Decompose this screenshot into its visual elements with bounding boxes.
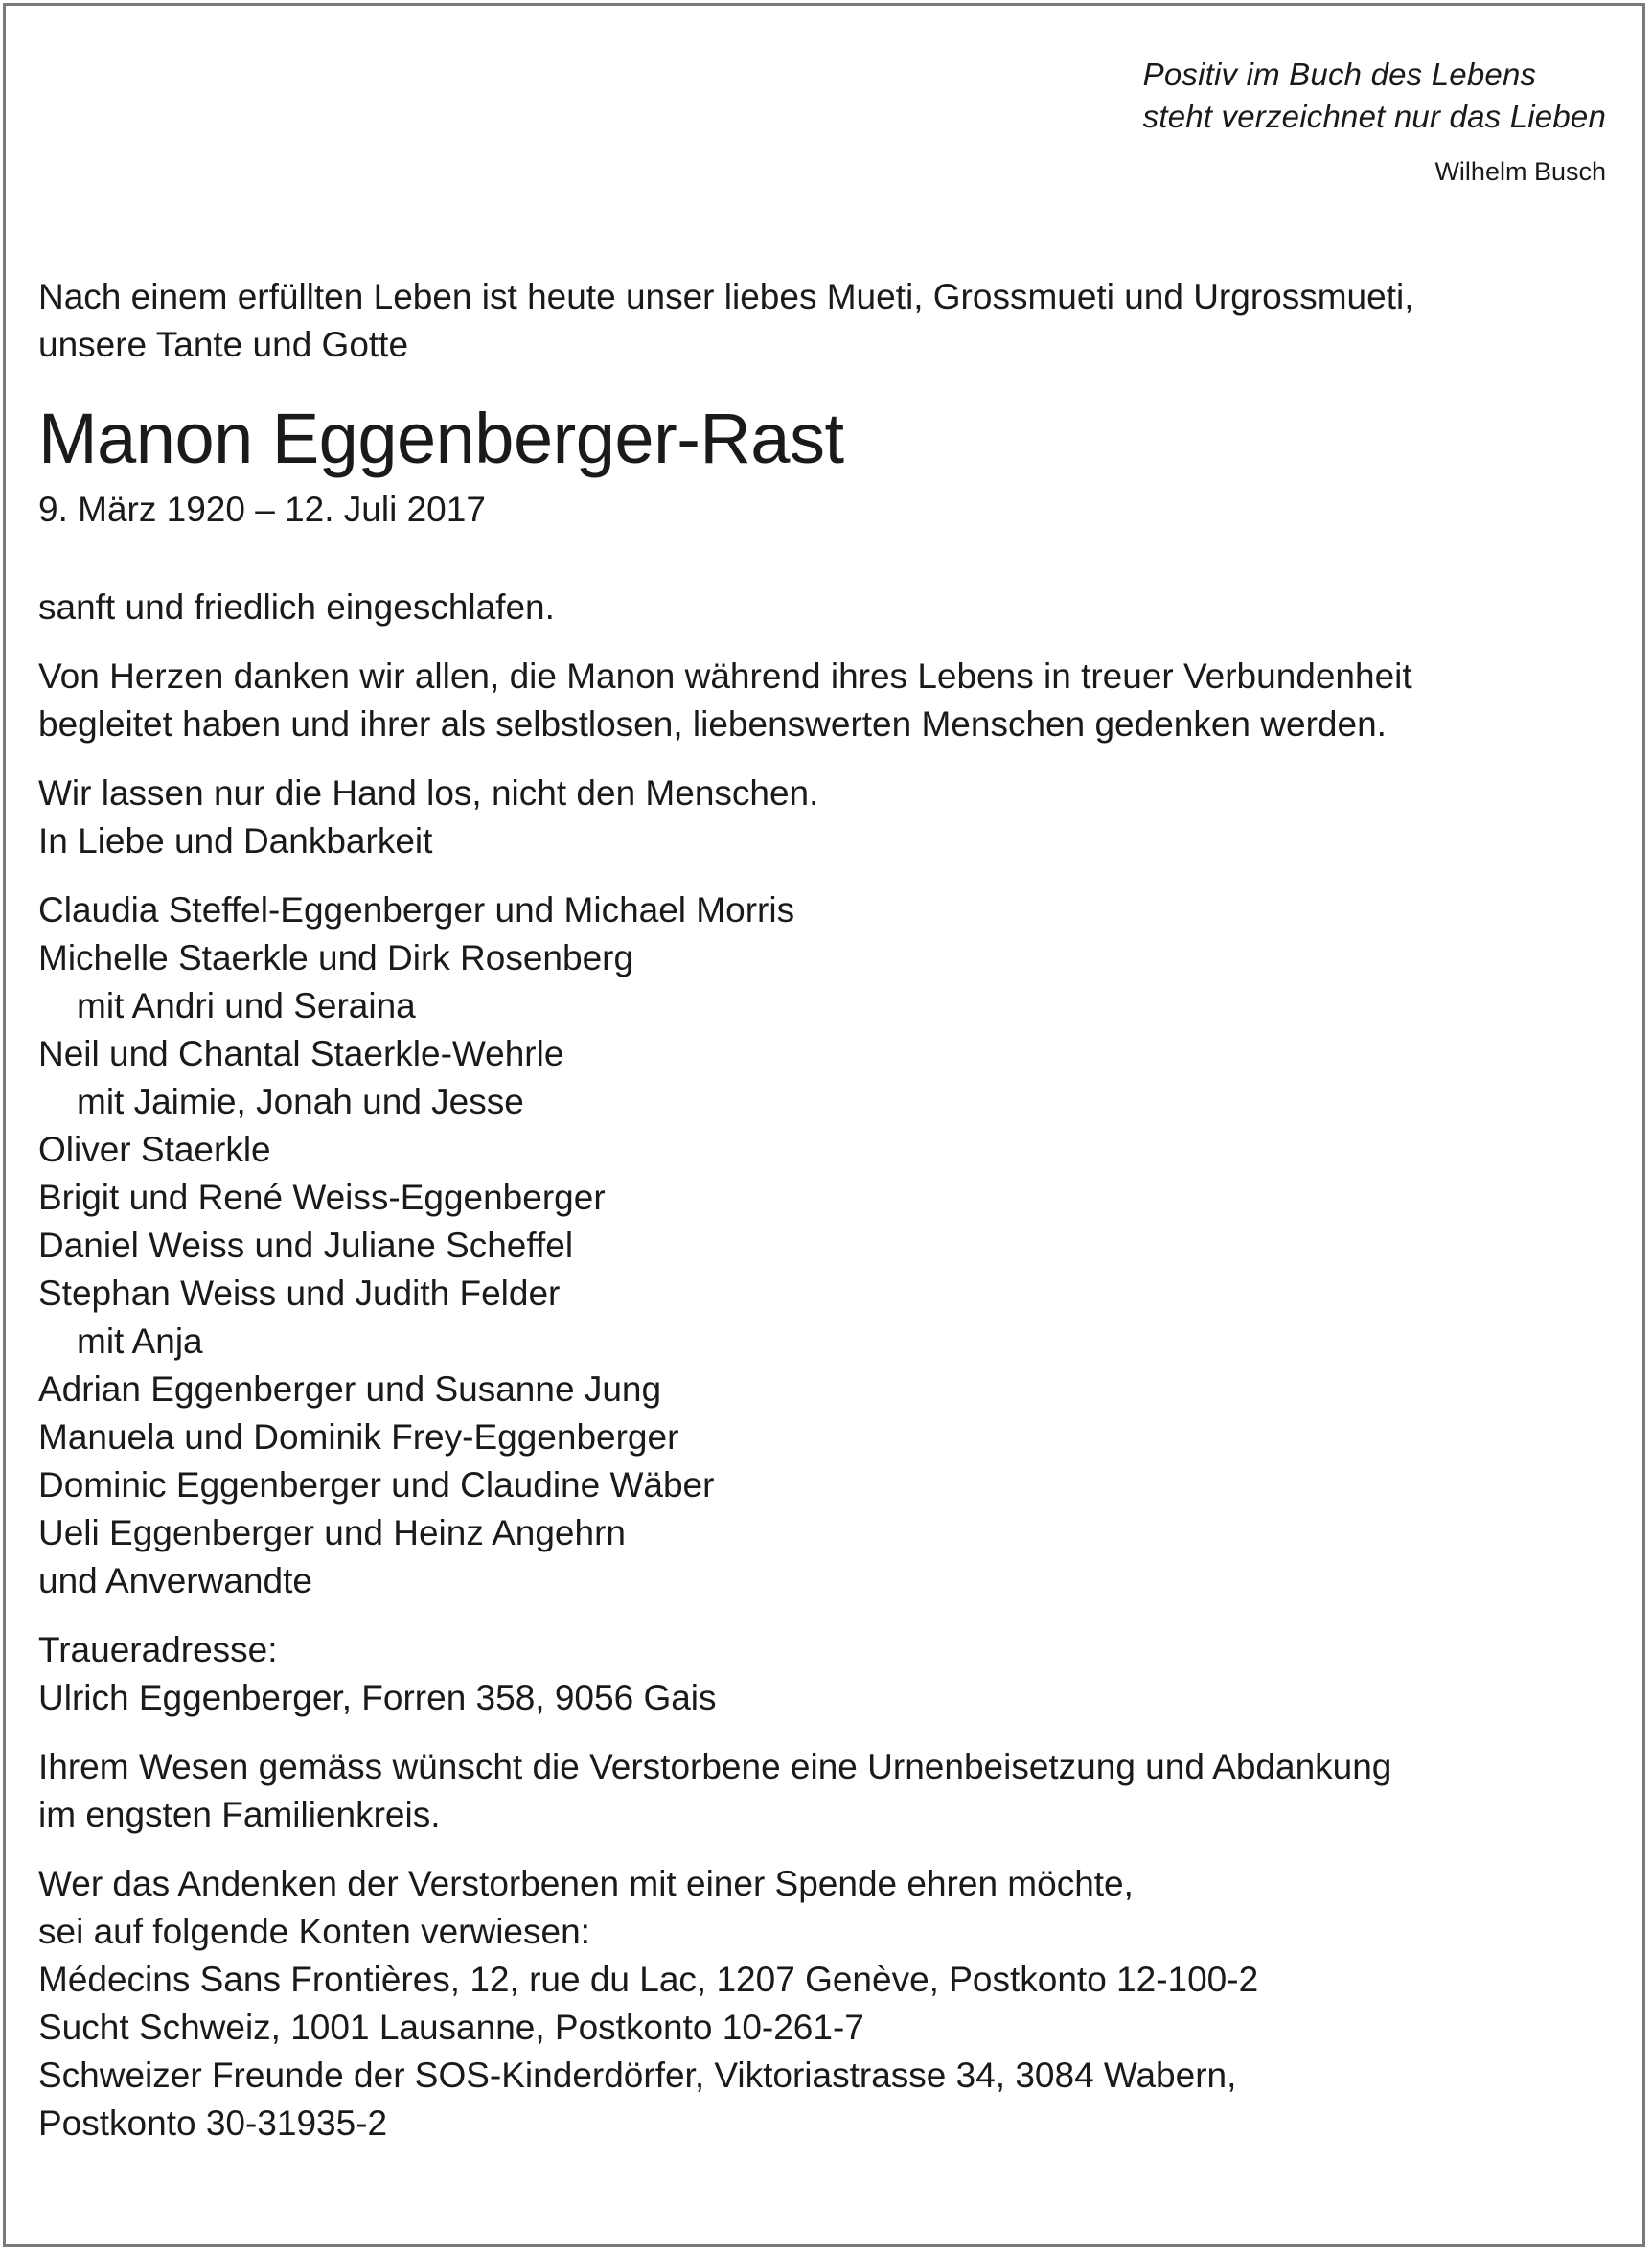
- donation-account: Sucht Schweiz, 1001 Lausanne, Postkonto 10-261-7: [38, 2008, 864, 2047]
- donation-account: Médecins Sans Frontières, 12, rue du Lac, 1207 Genève, Postkonto 12-100-2: [38, 1960, 1259, 1999]
- mourner-line: Claudia Steffel-Eggenberger und Michael Morris: [38, 890, 795, 930]
- thanks-line: begleitet haben und ihrer als selbstlosen, liebenswerten Menschen gedenken werden.: [38, 704, 1387, 744]
- intro-paragraph: [38, 273, 1610, 369]
- address-value: Ulrich Eggenberger, Forren 358, 9056 Gais: [38, 1678, 717, 1717]
- mourner-children-line: mit Andri und Seraina: [77, 986, 416, 1025]
- thanks-paragraph: [38, 653, 1610, 748]
- mourner-line: Neil und Chantal Staerkle-Wehrle: [38, 1034, 564, 1073]
- thanks-line: Von Herzen danken wir allen, die Manon während ihres Lebens in treuer Verbundenheit: [38, 656, 1412, 696]
- donation-account: Schweizer Freunde der SOS-Kinderdörfer, Viktoriastrasse 34, 3084 Wabern,: [38, 2056, 1237, 2095]
- funeral-line: im engsten Familienkreis.: [38, 1795, 441, 1834]
- mourner-line: Brigit und René Weiss-Eggenberger: [38, 1178, 606, 1217]
- farewell-paragraph: [38, 770, 1610, 865]
- mourner-line: Dominic Eggenberger und Claudine Wäber: [38, 1465, 715, 1505]
- donations-intro-line: sei auf folgende Konten verwiesen:: [38, 1912, 590, 1951]
- mourners-list: [38, 886, 1610, 1605]
- mourner-children-line: mit Jaimie, Jonah und Jesse: [77, 1082, 524, 1121]
- mourner-line: Manuela und Dominik Frey-Eggenberger: [38, 1417, 679, 1457]
- mourner-line: Ueli Eggenberger und Heinz Angehrn: [38, 1513, 626, 1552]
- funeral-line: Ihrem Wesen gemäss wünscht die Verstorbene eine Urnenbeisetzung und Abdankung: [38, 1747, 1392, 1786]
- mourning-address: [38, 1626, 1610, 1722]
- donations-intro-line: Wer das Andenken der Verstorbenen mit einer Spende ehren möchte,: [38, 1864, 1134, 1903]
- life-dates: 9. März 1920 – 12. Juli 2017: [38, 490, 486, 529]
- motto-author: Wilhelm Busch: [1434, 157, 1606, 186]
- motto-line: Positiv im Buch des Lebens: [1142, 57, 1537, 92]
- passing-text: sanft und friedlich eingeschlafen.: [38, 587, 555, 627]
- donation-account: Postkonto 30-31935-2: [38, 2103, 388, 2143]
- motto-quote: [1143, 54, 1606, 188]
- intro-line: Nach einem erfüllten Leben ist heute unser liebes Mueti, Grossmueti und Urgrossmueti,: [38, 277, 1414, 316]
- farewell-line: Wir lassen nur die Hand los, nicht den Menschen.: [38, 773, 819, 813]
- mourner-line: Stephan Weiss und Judith Felder: [38, 1274, 561, 1313]
- mourner-line: Michelle Staerkle und Dirk Rosenberg: [38, 938, 634, 977]
- address-label: Traueradresse:: [38, 1630, 278, 1669]
- mourner-children-line: mit Anja: [77, 1321, 203, 1361]
- mourner-line: Daniel Weiss und Juliane Scheffel: [38, 1226, 574, 1265]
- farewell-line: In Liebe und Dankbarkeit: [38, 821, 433, 861]
- intro-line: unsere Tante und Gotte: [38, 325, 409, 364]
- mourner-line: und Anverwandte: [38, 1561, 312, 1600]
- mourner-line: Oliver Staerkle: [38, 1130, 271, 1169]
- deceased-name: Manon Eggenberger-Rast: [38, 399, 844, 478]
- obituary-body: [38, 273, 1610, 2148]
- funeral-paragraph: [38, 1743, 1610, 1839]
- mourner-line: Adrian Eggenberger und Susanne Jung: [38, 1369, 662, 1409]
- motto-line: steht verzeichnet nur das Lieben: [1142, 99, 1606, 134]
- donations-paragraph: [38, 1860, 1610, 2148]
